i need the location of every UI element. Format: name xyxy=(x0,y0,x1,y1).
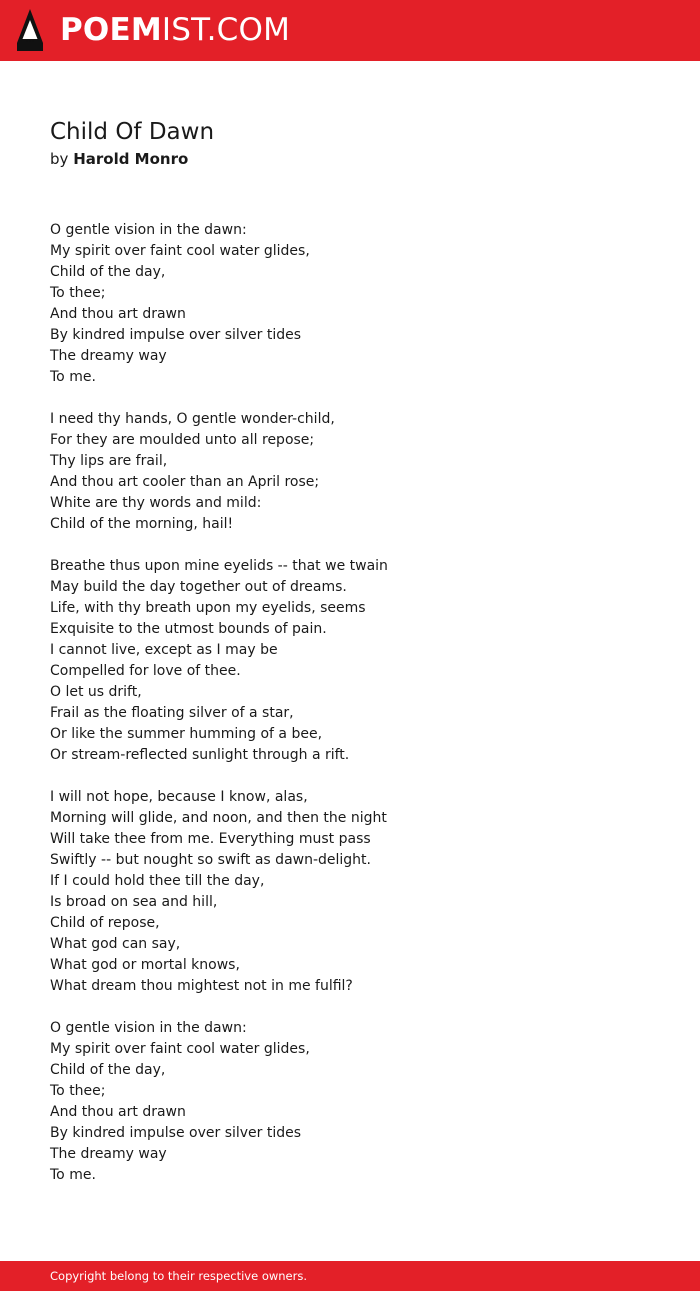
poem-line: O gentle vision in the dawn: xyxy=(50,1020,247,1036)
poem-line: And thou art drawn xyxy=(50,1104,186,1120)
stanza xyxy=(50,409,650,535)
poem-line: The dreamy way xyxy=(50,1146,167,1162)
poem-line: What dream thou mightest not in me fulfil? xyxy=(50,978,353,994)
poem-line: The dreamy way xyxy=(50,348,167,364)
poem-line: What god or mortal knows, xyxy=(50,957,240,973)
site-name xyxy=(60,8,290,52)
poem-line: O let us drift, xyxy=(50,684,142,700)
poem-line: Morning will glide, and noon, and then the night xyxy=(50,810,387,826)
poem-line: Or like the summer humming of a bee, xyxy=(50,726,323,742)
poem-line: I need thy hands, O gentle wonder-child, xyxy=(50,411,335,427)
author-name: Harold Monro xyxy=(73,150,189,168)
poem-line: Is broad on sea and hill, xyxy=(50,894,218,910)
poem-line: I will not hope, because I know, alas, xyxy=(50,789,308,805)
poem-line: For they are moulded unto all repose; xyxy=(50,432,315,448)
poem-line: Or stream-reflected sunlight through a rift. xyxy=(50,747,350,763)
poem-content xyxy=(50,117,650,1207)
poem-line: I cannot live, except as I may be xyxy=(50,642,278,658)
poem-line: By kindred impulse over silver tides xyxy=(50,1125,302,1141)
poem-line: Child of repose, xyxy=(50,915,160,931)
poem-line: To me. xyxy=(50,369,96,385)
copyright-notice: Copyright belong to their respective owners. xyxy=(50,1269,308,1283)
stanza xyxy=(50,787,650,997)
poem-line: To thee; xyxy=(50,1083,106,1099)
poem-line: Child of the day, xyxy=(50,1062,166,1078)
site-logo[interactable] xyxy=(16,8,290,52)
poem-line: Frail as the floating silver of a star, xyxy=(50,705,294,721)
stanza xyxy=(50,1018,650,1186)
poem-line: Child of the morning, hail! xyxy=(50,516,234,532)
poem-line: Will take thee from me. Everything must pass xyxy=(50,831,371,847)
poem-line: And thou art cooler than an April rose; xyxy=(50,474,320,490)
stanza xyxy=(50,556,650,766)
poem-line: And thou art drawn xyxy=(50,306,186,322)
poem-line: May build the day together out of dreams. xyxy=(50,579,347,595)
poem-line: Thy lips are frail, xyxy=(50,453,168,469)
poem-line: O gentle vision in the dawn: xyxy=(50,222,247,238)
poem-line: My spirit over faint cool water glides, xyxy=(50,1041,310,1057)
poem-line: Exquisite to the utmost bounds of pain. xyxy=(50,621,327,637)
poem-line: Breathe thus upon mine eyelids -- that we twain xyxy=(50,558,388,574)
pencil-icon xyxy=(16,8,44,52)
poem-line: To thee; xyxy=(50,285,106,301)
poem-line: Life, with thy breath upon my eyelids, seems xyxy=(50,600,366,616)
poem-line: If I could hold thee till the day, xyxy=(50,873,265,889)
poem-line: My spirit over faint cool water glides, xyxy=(50,243,310,259)
poem-line: Swiftly -- but nought so swift as dawn-delight. xyxy=(50,852,371,868)
poem-line: White are thy words and mild: xyxy=(50,495,262,511)
site-name-light: IST.COM xyxy=(161,12,291,48)
poem-body xyxy=(50,220,650,1186)
poem-line: Child of the day, xyxy=(50,264,166,280)
site-footer xyxy=(0,1261,700,1291)
site-name-bold: POEM xyxy=(60,12,162,48)
poem-line: Compelled for love of thee. xyxy=(50,663,241,679)
poem-title: Child Of Dawn xyxy=(50,119,215,145)
poem-line: To me. xyxy=(50,1167,96,1183)
poem-line: What god can say, xyxy=(50,936,181,952)
stanza xyxy=(50,220,650,388)
site-header xyxy=(0,0,700,61)
poem-line: By kindred impulse over silver tides xyxy=(50,327,302,343)
by-label: by xyxy=(50,150,69,168)
byline xyxy=(50,148,650,170)
